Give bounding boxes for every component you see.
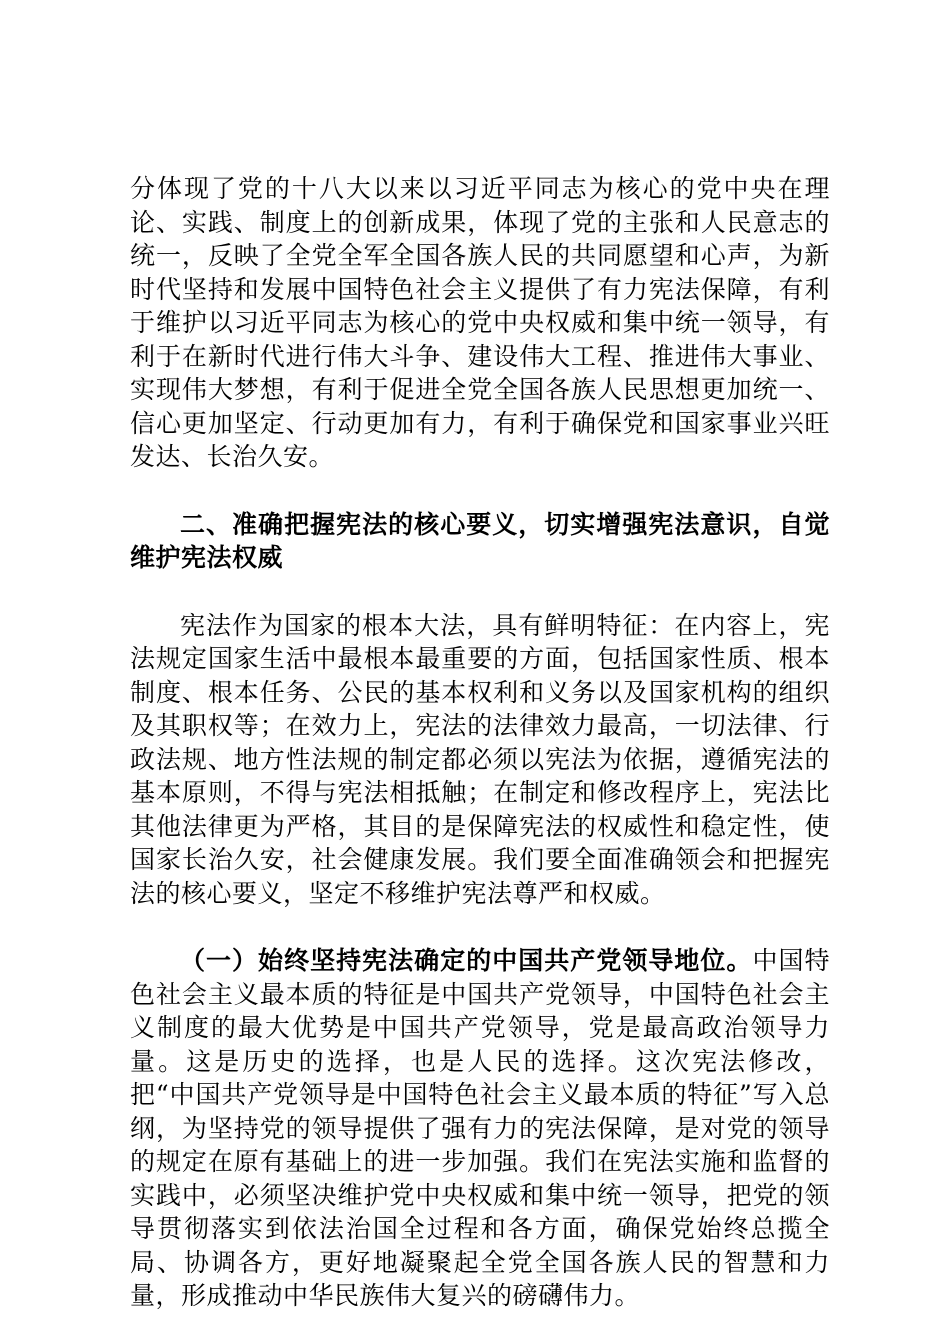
- body-paragraph-3: [130, 944, 830, 1313]
- body-paragraph-2: 宪法作为国家的根本大法，具有鲜明特征：在内容上，宪法规定国家生活中最根本最重要的方面，包括国家性质、根本制度、根本任务、公民的基本权利和义务以及国家机构的组织及其职权等；在效力上，宪法的法律效力最高，一切法律、行政法规、地方性法规的制定都必须以宪法为依据，遵循宪法的基本原则，不得与宪法相抵触；在制定和修改程序上，宪法比其他法律更为严格，其目的是保障宪法的权威性和稳定性，使国家长治久安，社会健康发展。我们要全面准确领会和把握宪法的核心要义，坚定不移维护宪法尊严和权威。: [130, 610, 830, 908]
- subsection-lead: （一）始终坚持宪法确定的中国共产党领导地位。: [180, 946, 753, 975]
- section-heading: 二、准确把握宪法的核心要义，切实增强宪法意识，自觉维护宪法权威: [130, 509, 830, 572]
- body-paragraph-1: 分体现了党的十八大以来以习近平同志为核心的党中央在理论、实践、制度上的创新成果，体现了党的主张和人民意志的统一，反映了全党全军全国各族人民的共同愿望和心声，为新时代坚持和发展中国特色社会主义提供了有力宪法保障，有利于维护以习近平同志为核心的党中央权威和集中统一领导，有利于在新时代进行伟大斗争、建设伟大工程、推进伟大事业、实现伟大梦想，有利于促进全党全国各族人民思想更加统一、信心更加坚定、行动更加有力，有利于确保党和国家事业兴旺发达、长治久安。: [130, 174, 830, 471]
- document-page: [130, 172, 830, 1313]
- subsection-body: 中国特色社会主义最本质的特征是中国共产党领导，中国特色社会主义制度的最大优势是中国共产党领导，党是最高政治领导力量。这是历史的选择，也是人民的选择。这次宪法修改，把“中国共产党领导是中国特色社会主义最本质的特征”写入总纲，为坚持党的领导提供了强有力的宪法保障，是对党的领导的规定在原有基础上的进一步加强。我们在宪法实施和监督的实践中，必须坚决维护党中央权威和集中统一领导，把党的领导贯彻落实到依法治国全过程和各方面，确保党始终总揽全局、协调各方，更好地凝聚起全党全国各族人民的智慧和力量，形成推动中华民族伟大复兴的磅礴伟力。: [130, 946, 830, 1310]
